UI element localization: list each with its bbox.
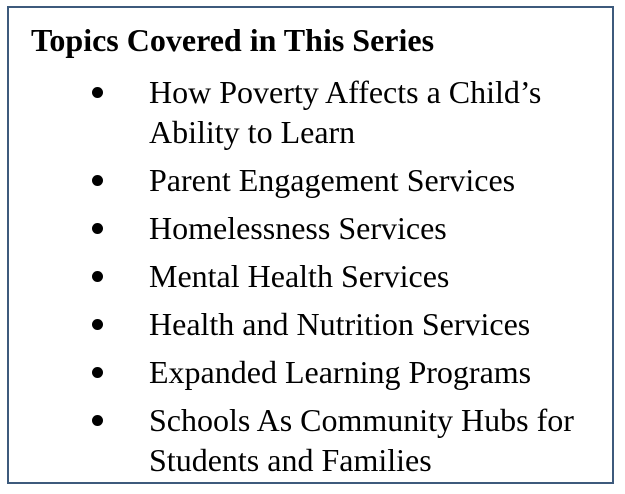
topics-box <box>7 6 614 484</box>
list-item <box>9 72 612 152</box>
list-item <box>9 208 612 248</box>
list-item <box>9 304 612 344</box>
bullet-icon <box>92 87 103 98</box>
topic-label: Expanded Learning Programs <box>149 354 532 390</box>
topic-list <box>9 72 612 488</box>
bullet-icon <box>92 223 103 234</box>
topic-label: Parent Engagement Services <box>149 162 516 198</box>
list-item <box>9 400 612 480</box>
bullet-icon <box>92 271 103 282</box>
topic-label: How Poverty Affects a Child’s Ability to Learn <box>149 74 542 150</box>
list-item <box>9 160 612 200</box>
topic-label: Mental Health Services <box>149 258 450 294</box>
bullet-icon <box>92 415 103 426</box>
bullet-icon <box>92 319 103 330</box>
bullet-icon <box>92 367 103 378</box>
topic-label: Health and Nutrition Services <box>149 306 531 342</box>
topic-label: Homelessness Services <box>149 210 447 246</box>
box-title: Topics Covered in This Series <box>31 22 435 58</box>
list-item <box>9 256 612 296</box>
list-item <box>9 352 612 392</box>
bullet-icon <box>92 175 103 186</box>
topic-label: Schools As Community Hubs for Students and Families <box>149 402 574 478</box>
